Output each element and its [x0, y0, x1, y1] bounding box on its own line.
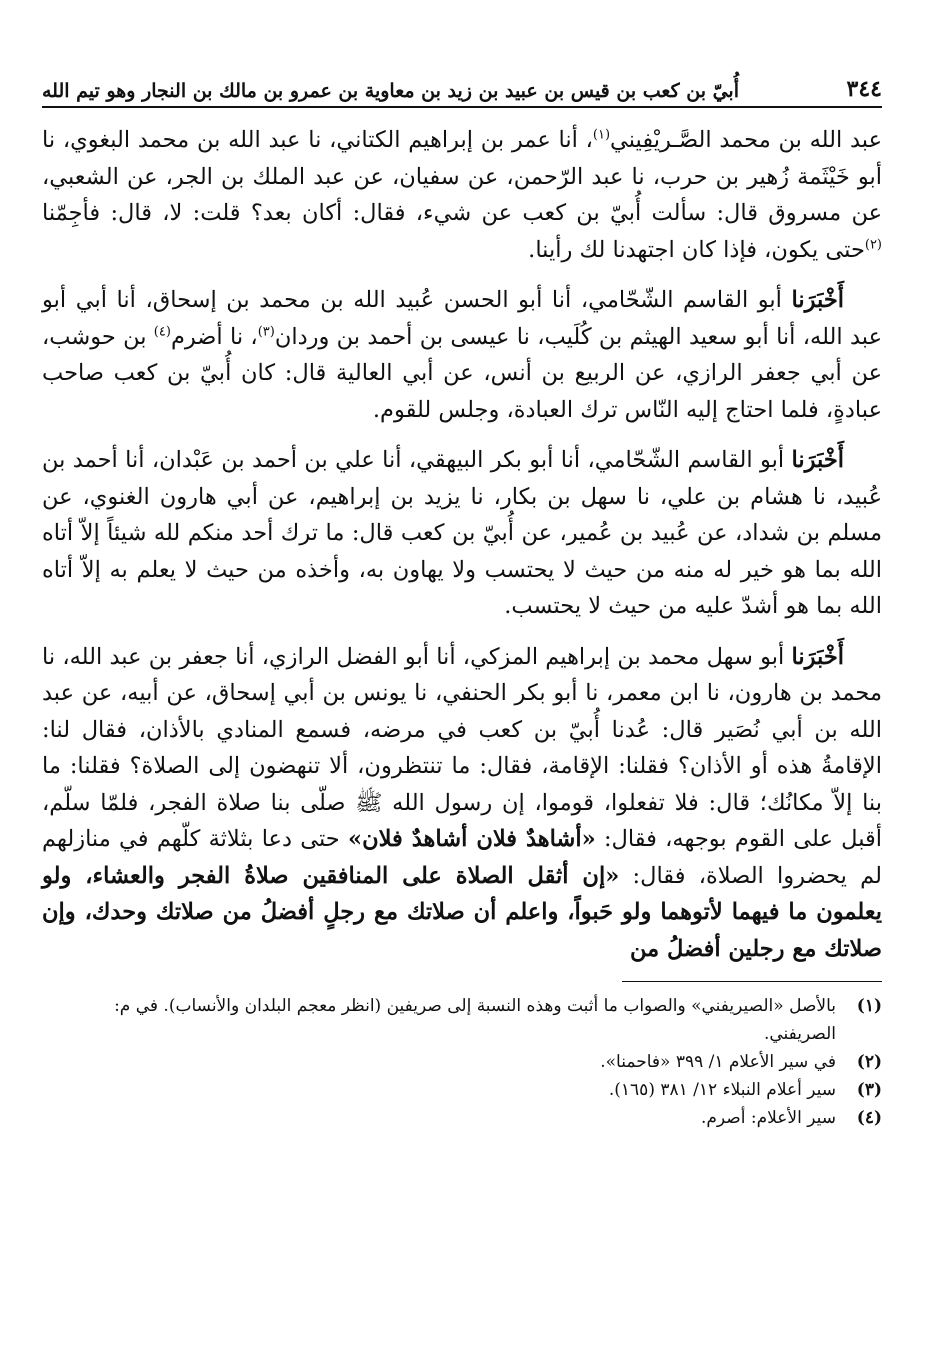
paragraph-1-text-b: ، أنا عمر بن إبراهيم الكتاني، نا عبد الله بن محمد البغوي، نا أبو خَيْثَمة زُهير بن حرب، نا عبد الرّحمن، عن سفيان، عن عبد الملك بن الجر، عن الشعبي، عن مسروق قال: سألت أُبيّ بن كعب عن شيء، فقال: أكان بعد؟ قلت: لا، قال: فأجِمّنا: [42, 127, 882, 226]
paragraph-2-text-a: أبو القاسم الشّحّامي، أنا أبو الحسن عُبيد الله بن محمد بن إسحاق، أنا أبي أبو عبد الله، أنا أبو سعيد الهيثم بن كُلَيب، نا عيسى بن أحمد بن وردان: [42, 287, 882, 350]
page-header: [42, 62, 882, 108]
akhbarana-word: أَخْبَرَنا: [791, 643, 844, 670]
running-title: أُبيّ بن كعب بن قيس بن عبيد بن زيد بن معاوية بن عمرو بن مالك بن النجار وهو تيم الله: [42, 80, 739, 102]
footnote-item: [42, 1076, 882, 1104]
book-page: [42, 62, 882, 1132]
footnote-text: سير أعلام النبلاء ١٢/ ٣٨١ (١٦٥).: [608, 1080, 836, 1100]
footnote-text: في سير الأعلام ١/ ٣٩٩ «فاحمنا».: [600, 1052, 836, 1072]
footnote-number: (٣): [856, 1080, 882, 1100]
footnote-number: (٢): [856, 1052, 882, 1072]
footnote-item: [42, 992, 882, 1048]
main-text: [42, 122, 882, 967]
hadith-quote-1: «أشاهدٌ فلان أشاهدٌ فلان»: [348, 826, 596, 852]
footnotes: [42, 992, 882, 1132]
paragraph-2: [42, 282, 882, 428]
footnote-divider: [622, 981, 882, 982]
footnote-ref-3: (٣): [257, 324, 275, 339]
footnote-number: (١): [856, 996, 882, 1016]
paragraph-4-text: أبو سهل محمد بن إبراهيم المزكي، أنا أبو الفضل الرازي، أنا جعفر بن عبد الله، نا محمد بن هارون، نا ابن معمر، نا أبو بكر الحنفي، نا يونس بن أبي إسحاق، عن أبيه، عن عبد الله بن أبي نُصَير قال: عُدنا أُبيّ بن كعب في مرضه، فسمع المنادي بالأذان، فقال لنا: الإقامةُ هذه أو الأذان؟ فقلنا: الإقامة، فقال: ما تنتظرون، ألا تنهضون إلى الصلاة؟ فقلنا: ما بنا إلاّ مكانُك؛ قال: فلا تفعلوا، قوموا، إن رسول الله ﷺ صلّى بنا صلاة الفجر، فلمّا سلّم، أقبل على القوم بوجهه، فقال:: [42, 643, 882, 852]
footnote-ref-2: (٢): [864, 237, 882, 252]
paragraph-2-text-b: ، نا أضرم: [170, 323, 258, 350]
footnote-ref-1: (١): [592, 127, 611, 143]
footnote-item: [42, 1048, 882, 1076]
footnote-number: (٤): [856, 1108, 882, 1128]
page-number: ٣٤٤: [846, 76, 882, 102]
paragraph-1: [42, 122, 882, 268]
paragraph-3-text: أبو القاسم الشّحّامي، أنا أبو بكر البيهقي، أنا علي بن أحمد بن عَبْدان، أنا أحمد بن عُبيد، نا هشام بن علي، نا سهل بن بكار، نا يزيد بن إبراهيم، عن أبي هارون الغنوي، عن مسلم بن شداد، عن عُبيد بن عُمير، عن أُبيّ بن كعب قال: ما ترك أحد منكم لله شيئاً إلاّ أتاه الله بما هو خير له منه من حيث لا يحتسب ولا يهاون به، وأخذه من حيث لا يعلم به إلاّ أتاه الله بما هو أشدّ عليه من حيث لا يحتسب.: [42, 447, 882, 619]
paragraph-4: [42, 639, 882, 968]
footnote-text: سير الأعلام: أصرم.: [701, 1108, 836, 1128]
footnote-text: بالأصل «الصيريفني» والصواب ما أثبت وهذه النسبة إلى صريفين (انظر معجم البلدان والأنساب). في م: الصريفني.: [114, 996, 836, 1044]
footnote-ref-4: (٤): [153, 324, 171, 339]
paragraph-2-text-c: بن حوشب، عن أبي جعفر الرازي، عن الربيع بن أنس، عن أبي العالية قال: كان أُبيّ بن كعب صاحب عبادةٍ، فلما احتاج إليه النّاس ترك العبادة، وجلس للقوم.: [42, 323, 882, 423]
paragraph-4-text-mid: حتى دعا بثلاثة كلّهم في منازلهم لم يحضروا الصلاة، فقال:: [42, 826, 882, 889]
footnote-item: [42, 1104, 882, 1132]
paragraph-1-text-a: عبد الله بن محمد الصَّـريْفِيني: [610, 127, 882, 153]
paragraph-3: [42, 442, 882, 625]
akhbarana-word: أَخْبَرَنا: [791, 287, 844, 313]
hadith-quote-2: «إن أثقل الصلاة على المنافقين صلاةُ الفجر والعشاء، ولو يعلمون ما فيهما لأتوهما ولو حَبواً، واعلم أن صلاتك مع رجلٍ أفضلُ من صلاتك وحدك، وإن صلاتك مع رجلين أفضلُ من: [42, 862, 882, 962]
paragraph-1-text-c: حتى يكون، فإذا كان اجتهدنا لك رأينا.: [528, 236, 865, 263]
akhbarana-word: أَخْبَرَنا: [791, 447, 844, 473]
